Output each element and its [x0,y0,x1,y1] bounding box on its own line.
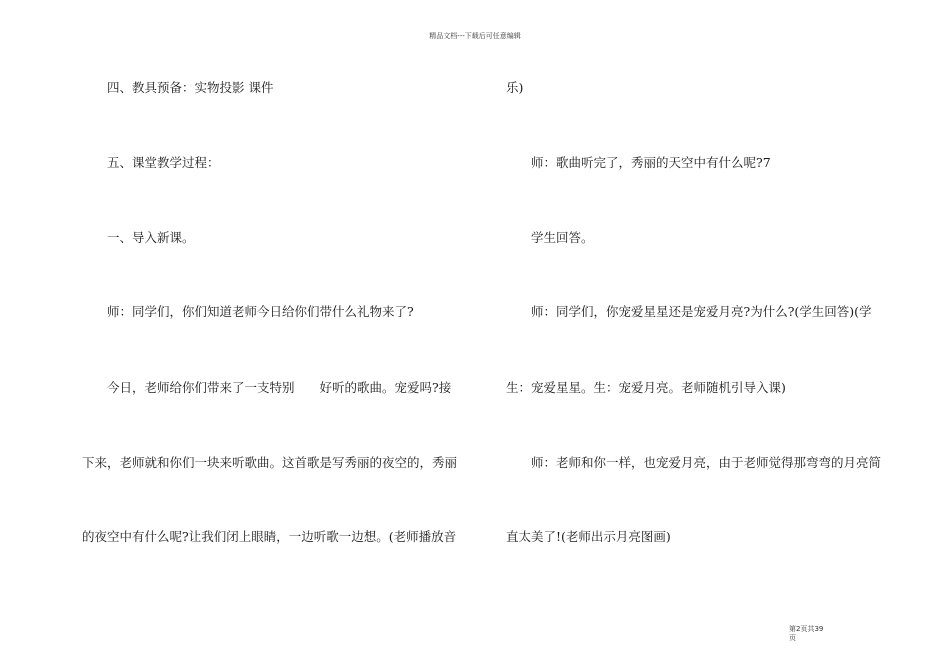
text-line: 生：宠爱星星。生：宠爱月亮。老师随机引导入课) [506,380,786,395]
text-line: 乐) [506,80,524,95]
text-line: 学生回答。 [531,230,594,245]
text-line: 的夜空中有什么呢?让我们闭上眼睛，一边听歌一边想。(老师播放音 [82,529,457,544]
page-header: 精品文档---下载后可任意编辑 [429,32,521,40]
page-number-line: 页 [789,634,796,642]
text-line: 下来，老师就和你们一块来听歌曲。这首歌是写秀丽的夜空的，秀丽 [82,455,458,470]
page-number-line: 第2页共39 [789,625,824,633]
text-line: 今日，老师给你们带来了一支特别 好听的歌曲。宠爱吗?接 [107,380,452,395]
text-line: 四、教具预备：实物投影 课件 [107,80,274,95]
text-line: 师：同学们，你们知道老师今日给你们带什么礼物来了? [107,304,414,319]
page-number [789,625,849,643]
text-line: 师：歌曲听完了，秀丽的天空中有什么呢?7 [531,155,771,170]
text-line: 五、课堂教学过程： [107,155,220,170]
text-line: 师：同学们，你宠爱星星还是宠爱月亮?为什么?(学生回答)(学 [531,304,872,319]
text-line: 一、导入新课。 [107,230,195,245]
text-line: 师：老师和你一样，也宠爱月亮，由于老师觉得那弯弯的月亮简 [531,455,882,470]
text-line: 直太美了!(老师出示月亮图画) [506,529,671,544]
